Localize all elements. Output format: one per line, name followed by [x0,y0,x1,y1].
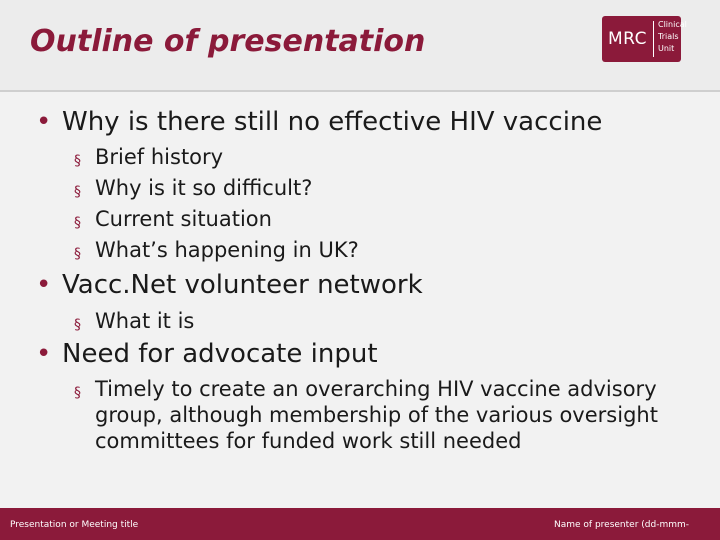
bullet-text: Why is it so difficult? [95,176,313,200]
footer-meeting-title: Presentation or Meeting title [10,520,139,530]
bullet-text: Brief history [95,145,224,169]
bullet-text: Need for advocate input [62,339,378,369]
logo-mrc-text: MRC [608,29,648,49]
bullet-level1 [36,339,378,369]
section-bullet-icon: § [74,385,81,401]
logo-line-3: Unit [658,44,675,53]
section-bullet-icon: § [74,246,81,262]
bullet-text: Current situation [95,207,272,231]
bullet-text: Vacc.Net volunteer network [62,270,423,300]
bullet-level1 [36,270,423,300]
logo-line-2: Trials [658,32,679,41]
bullet-text: What it is [95,309,195,333]
logo-line-1: Clinical [658,20,687,29]
section-bullet-icon: § [74,317,81,333]
bullet-icon: • [36,107,52,137]
bullet-level2 [74,206,272,232]
section-bullet-icon: § [74,215,81,231]
bullet-text: Why is there still no effective HIV vaccine [62,107,603,137]
footer-presenter: Name of presenter (dd-mmm- [554,520,689,530]
bullet-icon: • [36,339,52,369]
bullet-text: What’s happening in UK? [95,238,359,262]
footer-bar [0,508,720,540]
bullet-level1 [36,107,603,137]
section-bullet-icon: § [74,153,81,169]
bullet-level2 [74,237,359,263]
bullet-text: Timely to create an overarching HIV vaccine advisory group, although membership of the various oversight committees for funded work still needed [95,377,658,453]
bullet-level2 [74,308,195,334]
slide-title: Outline of presentation [30,24,426,59]
bullet-level2 [74,175,313,201]
bullet-icon: • [36,270,52,300]
section-bullet-icon: § [74,184,81,200]
bullet-level2 [74,376,715,454]
bullet-level2 [74,144,224,170]
